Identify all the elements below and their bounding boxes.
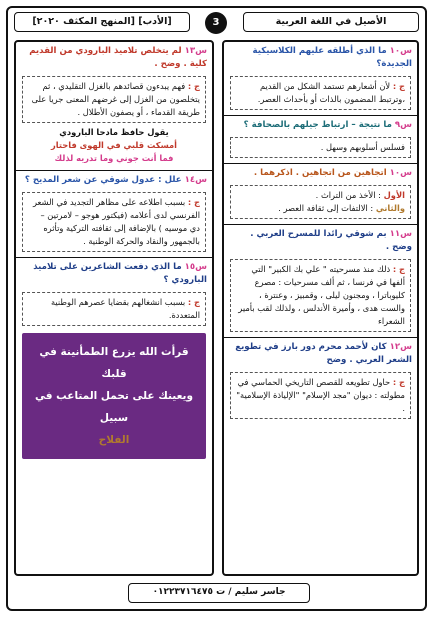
question-number: س١١ [389, 229, 412, 239]
answer-text: : الأخذ من التراث . [315, 190, 384, 200]
answer-13 [230, 259, 411, 332]
quote-line: قرأت الله يزرع الطمأنينة في قلبك [39, 346, 189, 380]
question-text: كان لأحمد محرم دور بارز في تطويع الشعر العربي . وضح [235, 342, 412, 365]
answer-text: ذلك منذ مسرحيته " علي بك الكبير" التي ألفها في فرنسا ، ثم ألف مسرحيات : مصرع كليوباترا ، ومجنون ليلى ، وقمبيز ، وعنترة ، والست هدى ، وأميرة الأندلس ، ولذلك لقب بأمير الشعراء [238, 264, 405, 326]
question-text: اتجاهين من اتجاهين . اذكرهما . [253, 168, 390, 178]
question-number: س٩ [394, 120, 412, 130]
question-14 [16, 171, 212, 189]
note-line: فما أنت جوني وما تدريه لذلك [54, 153, 174, 163]
left-column [14, 40, 214, 576]
header-right-title: الأصيل في اللغة العربية [243, 12, 419, 32]
answer-text: فسلس أسلوبهم وسهل . [320, 142, 405, 152]
question-number: س١٣ [184, 46, 207, 56]
answer-text: فهم يبدءون قصائدهم بالغزل التقليدي ، ثم يتخلصون من الغزل إلى غرضهم المعنى جريا على طريقة القدماء ، أو يصفون الأطلال . [31, 81, 200, 117]
quote-line: الفلاح [98, 434, 130, 446]
answer-12 [230, 185, 411, 219]
question-13 [16, 42, 212, 73]
label-first: الأول [383, 190, 405, 200]
answer-14 [22, 192, 206, 252]
answer-prefix: ج : [392, 264, 405, 274]
question-text: ما نتيجة – ارتباط جيلهم بالصحافة ؟ [243, 120, 395, 130]
question-10 [224, 42, 417, 73]
quote-line: ويعينك على تحمل المتاعب في سبيل [35, 390, 193, 424]
right-column [222, 40, 419, 576]
answer-11 [230, 137, 411, 158]
question-number: س١٥ [184, 262, 207, 272]
answer-prefix: ج : [187, 81, 200, 91]
answer-prefix: ج : [392, 81, 405, 91]
question-number: س١٠ [389, 168, 412, 178]
note-line: يقول حافظ مادحا البارودي [59, 127, 169, 137]
answer-text: حاول تطويعه للقصص التاريخي الحماسي في مطولته : ديوان "مجد الإسلام" "الإلياذة الإسلامية" . [236, 377, 405, 413]
question-11 [224, 116, 417, 134]
question-text: علل : عدول شوقي عن شعر المديح ؟ [24, 175, 185, 185]
answer-text: : الالتفات إلى ثقافة العصر . [278, 203, 376, 213]
header-left-title: [المنهج المكثف ٢٠٢٠] [الأدب] [14, 12, 190, 32]
answer-prefix: ج : [187, 197, 200, 207]
answer-text: لأن أشعارهم تستمد الشكل من القديم ،وترتبط المضمون بالذات أو بأحداث العصر. [257, 81, 405, 104]
answer-text: بسبب انشغالهم بقضايا عصرهم الوطنية المتعددة. [50, 297, 200, 320]
answer-15 [22, 292, 206, 326]
footer-credit: جاسر سليم / ت ٠١٢٢٣٧١٦٤٧٥ [128, 583, 310, 603]
question-15 [16, 258, 212, 289]
page-number: 3 [205, 12, 227, 34]
answer-text: بسبب اطلاعه على مظاهر التجديد في الشعر الفرنسي لدى أعلامه (فيكتور هوجو – لامرتين – دي موسيه ) بالإضافة إلى ثقافته التركية وتأثره بالجمهور والنقاد والحركة الوطنية . [32, 197, 200, 246]
note-line: أمسكت قلبي في الهوى فاحتار [50, 140, 178, 150]
answer-14 [230, 372, 411, 419]
question-text: لم يتخلص تلاميذ البارودي من القديم كلية . وضح . [29, 46, 207, 69]
answer-10 [230, 76, 411, 110]
question-text: ما الذي دفعت الشاعرين على تلاميذ البارودي ؟ [33, 262, 207, 285]
question-text: بم شوقي رائدا للمسرح العربي . وضح . [250, 229, 412, 252]
question-number: س١٠ [389, 46, 412, 56]
quote-banner [22, 333, 206, 459]
question-14 [224, 338, 417, 369]
question-12 [224, 164, 417, 182]
label-second: والثاني [375, 203, 405, 213]
answer-prefix: ج : [187, 297, 200, 307]
answer-prefix: ج : [392, 377, 405, 387]
question-number: س١٤ [184, 175, 207, 185]
question-13 [224, 225, 417, 256]
question-text: ما الذي أطلقه عليهم الكلاسيكية الجديدة؟ [252, 46, 412, 69]
answer-13 [22, 76, 206, 123]
question-number: س١٢ [389, 342, 412, 352]
